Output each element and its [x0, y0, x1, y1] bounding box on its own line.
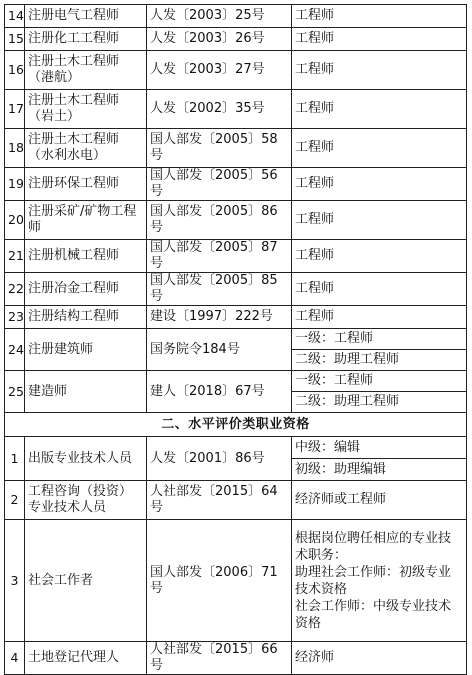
qualification-name: 土地登记代理人	[25, 642, 147, 675]
row-number: 1	[5, 437, 25, 481]
document-reference: 人发〔2002〕35号	[147, 90, 292, 129]
document-reference: 国人部发〔2005〕58号	[147, 129, 292, 168]
document-reference: 人社部发〔2015〕66号	[147, 642, 292, 675]
qualification-name: 注册冶金工程师	[25, 273, 147, 306]
document-reference: 国人部发〔2005〕87号	[147, 240, 292, 273]
row-number: 21	[5, 240, 25, 273]
table-row	[5, 90, 467, 129]
qualification-table	[4, 4, 467, 675]
title-equivalent: 工程师	[292, 28, 467, 51]
table-row	[5, 51, 467, 90]
table-row	[5, 240, 467, 273]
row-number: 4	[5, 642, 25, 675]
qualification-name: 出版专业技术人员	[25, 437, 147, 481]
qualification-name: 工程咨询（投资）专业技术人员	[25, 481, 147, 520]
document-reference: 国人部发〔2006〕71号	[147, 520, 292, 642]
table-row	[5, 520, 467, 642]
title-equivalent	[292, 520, 467, 642]
row-number: 22	[5, 273, 25, 306]
table-row	[5, 5, 467, 28]
qualification-name: 注册土木工程师（岩土）	[25, 90, 147, 129]
title-level-2: 初级：助理编辑	[292, 459, 467, 481]
qualification-name: 注册环保工程师	[25, 168, 147, 201]
title-equivalent: 工程师	[292, 240, 467, 273]
title-line: 根据岗位聘任相应的专业技术职务：	[295, 530, 452, 563]
title-equivalent: 工程师	[292, 168, 467, 201]
row-number: 20	[5, 201, 25, 240]
row-number: 17	[5, 90, 25, 129]
title-equivalent: 工程师	[292, 273, 467, 306]
qualification-name: 注册土木工程师（港航）	[25, 51, 147, 90]
row-number: 3	[5, 520, 25, 642]
title-equivalent: 工程师	[292, 90, 467, 129]
title-equivalent: 工程师	[292, 201, 467, 240]
document-reference: 国人部发〔2005〕56号	[147, 168, 292, 201]
title-level-2: 二级：助理工程师	[292, 392, 467, 413]
title-line: 助理社会工作师：初级专业技术资格	[295, 564, 452, 597]
title-equivalent: 工程师	[292, 51, 467, 90]
title-equivalent: 经济师	[292, 642, 467, 675]
table-row	[5, 306, 467, 329]
document-reference: 国人部发〔2005〕85号	[147, 273, 292, 306]
title-equivalent: 经济师或工程师	[292, 481, 467, 520]
row-number: 16	[5, 51, 25, 90]
section-heading: 二、水平评价类职业资格	[5, 413, 467, 437]
row-number: 14	[5, 5, 25, 28]
title-line: 社会工作师：中级专业技术资格	[295, 598, 452, 631]
title-equivalent: 工程师	[292, 306, 467, 329]
title-level-1: 一级：工程师	[292, 371, 467, 392]
document-reference: 人社部发〔2015〕64号	[147, 481, 292, 520]
document-reference: 人发〔2003〕25号	[147, 5, 292, 28]
row-number: 25	[5, 371, 25, 413]
document-reference: 人发〔2003〕27号	[147, 51, 292, 90]
table-row	[5, 273, 467, 306]
row-number: 18	[5, 129, 25, 168]
section-heading-row	[5, 413, 467, 437]
row-number: 24	[5, 329, 25, 371]
table-row	[5, 642, 467, 675]
document-reference: 国人部发〔2005〕86号	[147, 201, 292, 240]
title-level-1: 中级：编辑	[292, 437, 467, 459]
document-reference: 人发〔2001〕86号	[147, 437, 292, 481]
title-equivalent: 工程师	[292, 5, 467, 28]
qualification-name: 注册电气工程师	[25, 5, 147, 28]
qualification-name: 注册土木工程师（水利水电）	[25, 129, 147, 168]
table-row	[5, 201, 467, 240]
qualification-name: 注册机械工程师	[25, 240, 147, 273]
table-row	[5, 168, 467, 201]
document-reference: 人发〔2003〕26号	[147, 28, 292, 51]
qualification-name: 注册结构工程师	[25, 306, 147, 329]
table-row	[5, 28, 467, 51]
document-reference: 建人〔2018〕67号	[147, 371, 292, 413]
qualification-name: 注册化工工程师	[25, 28, 147, 51]
row-number: 2	[5, 481, 25, 520]
title-equivalent: 工程师	[292, 129, 467, 168]
row-number: 19	[5, 168, 25, 201]
qualification-name: 建造师	[25, 371, 147, 413]
table-row	[5, 329, 467, 350]
row-number: 15	[5, 28, 25, 51]
title-level-2: 二级：助理工程师	[292, 350, 467, 371]
table-row	[5, 437, 467, 459]
qualification-name: 注册建筑师	[25, 329, 147, 371]
row-number: 23	[5, 306, 25, 329]
qualification-name: 社会工作者	[25, 520, 147, 642]
table-row	[5, 371, 467, 392]
title-level-1: 一级：工程师	[292, 329, 467, 350]
table-row	[5, 129, 467, 168]
document-reference: 建设〔1997〕222号	[147, 306, 292, 329]
qualification-name: 注册采矿/矿物工程师	[25, 201, 147, 240]
document-reference: 国务院令184号	[147, 329, 292, 371]
table-row	[5, 481, 467, 520]
